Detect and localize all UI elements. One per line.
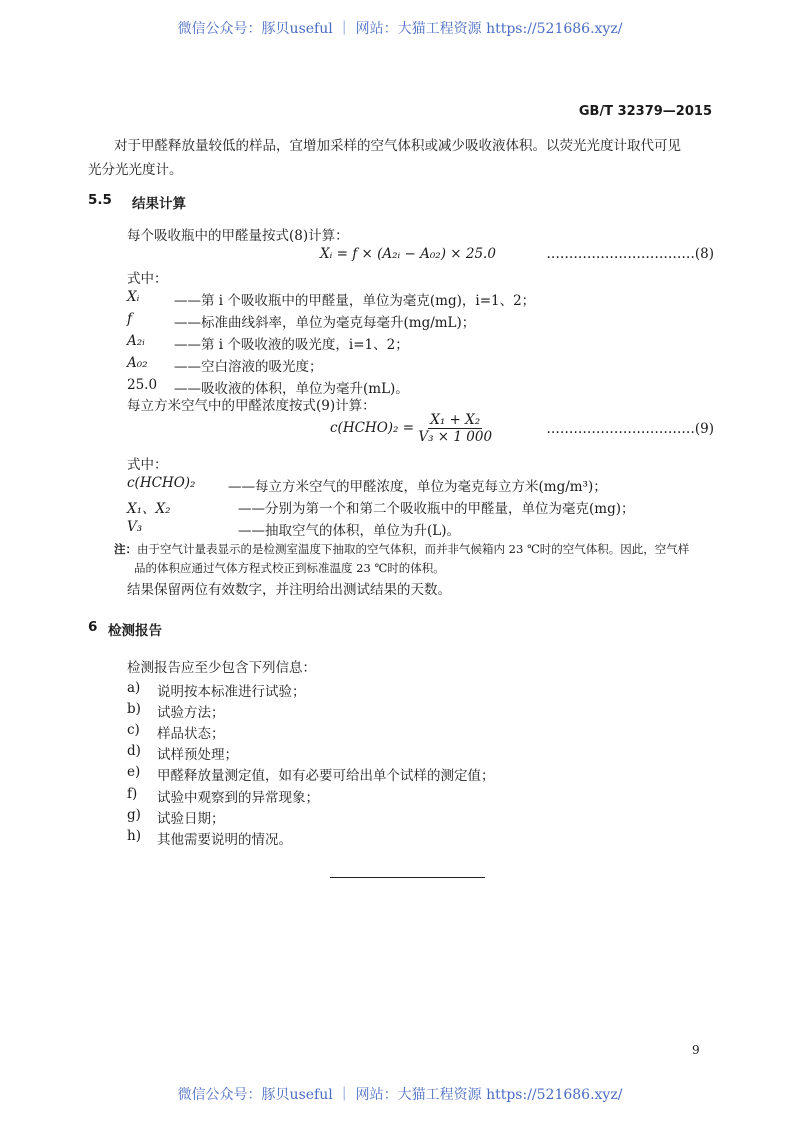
symbol-definition: ——标准曲线斜率，单位为毫克每毫升(mg/mL)； bbox=[174, 315, 476, 331]
list-marker: g) bbox=[127, 806, 141, 823]
symbol-definition: ——吸收液的体积，单位为毫升(mL)。 bbox=[174, 381, 409, 397]
section-title: 结果计算 bbox=[132, 196, 186, 212]
list-item: 说明按本标准进行试验； bbox=[157, 684, 306, 700]
numerator: X₁ + X₂ bbox=[430, 412, 481, 428]
equation-number: ……………………………(8) bbox=[546, 246, 714, 262]
symbol: A₀₂ bbox=[127, 355, 148, 371]
section-title: 检测报告 bbox=[108, 623, 162, 639]
paragraph: 光分光光度计。 bbox=[88, 162, 183, 178]
paragraph: 结果保留两位有效数字，并注明给出测试结果的天数。 bbox=[127, 582, 451, 598]
list-marker: f) bbox=[127, 785, 138, 802]
symbol-definition: ——每立方米空气的甲醛浓度，单位为毫克每立方米(mg/m³)； bbox=[228, 479, 607, 495]
denominator: V₃ × 1 000 bbox=[418, 429, 493, 445]
watermark-bottom: 微信公众号：豚贝useful ｜ 网站：大猫工程资源 https://521686.xyz/ bbox=[177, 1087, 623, 1103]
list-marker: h) bbox=[127, 827, 141, 844]
note-text: 由于空气计量表显示的是检测室温度下抽取的空气体积，而并非气候箱内 23 ℃时的空气体积。因此，空气样 bbox=[137, 542, 690, 556]
list-marker: a) bbox=[127, 680, 141, 696]
list-item: 试验日期； bbox=[157, 810, 225, 827]
list-marker: e) bbox=[127, 764, 141, 781]
equation-lhs: c(HCHO)₂ = bbox=[330, 420, 415, 436]
symbol-definition: ——第 i 个吸收瓶中的甲醛量，单位为毫克(mg)，i=1、2； bbox=[174, 293, 536, 309]
paragraph: 每立方米空气中的甲醛浓度按式(9)计算： bbox=[127, 398, 376, 414]
fraction bbox=[418, 412, 492, 445]
list-item: 其他需要说明的情况。 bbox=[157, 831, 292, 848]
end-rule bbox=[330, 877, 485, 878]
list-item: 试样预处理； bbox=[157, 747, 238, 764]
symbol-definition: ——第 i 个吸收液的吸光度，i=1、2； bbox=[174, 337, 409, 353]
list-marker: c) bbox=[127, 722, 140, 739]
where-label: 式中： bbox=[127, 457, 168, 473]
paragraph: 每个吸收瓶中的甲醛量按式(8)计算： bbox=[127, 228, 349, 244]
equation-9 bbox=[330, 412, 492, 445]
equation-8: Xᵢ = f × (A₂ᵢ − A₀₂) × 25.0 bbox=[320, 246, 496, 262]
symbol-definition: ——抽取空气的体积，单位为升(L)。 bbox=[238, 523, 460, 539]
watermark-top: 微信公众号：豚贝useful ｜ 网站：大猫工程资源 https://521686.xyz/ bbox=[177, 21, 623, 37]
section-number: 5.5 bbox=[88, 192, 112, 208]
list-marker: d) bbox=[127, 743, 141, 760]
where-label: 式中： bbox=[127, 271, 168, 287]
list-item: 试验方法； bbox=[157, 705, 225, 722]
symbol-definition: ——分别为第一个和第二个吸收瓶中的甲醛量，单位为毫克(mg)； bbox=[238, 501, 635, 517]
note-label: 注： bbox=[114, 542, 137, 556]
symbol: c(HCHO)₂ bbox=[127, 475, 196, 491]
symbol: X₁、X₂ bbox=[127, 501, 171, 517]
list-item: 试验中观察到的异常现象； bbox=[157, 789, 319, 806]
note bbox=[114, 541, 689, 557]
paragraph: 检测报告应至少包含下列信息： bbox=[127, 660, 316, 676]
symbol-definition: ——空白溶液的吸光度； bbox=[174, 359, 323, 375]
note-text: 品的体积应通过气体方程式校正到标准温度 23 ℃时的体积。 bbox=[134, 561, 445, 575]
list-item: 样品状态； bbox=[157, 726, 225, 743]
paragraph: 对于甲醛释放量较低的样品，宜增加采样的空气体积或减少吸收液体积。以荧光光度计取代可见 bbox=[114, 138, 681, 154]
symbol: A₂ᵢ bbox=[127, 333, 145, 349]
symbol: 25.0 bbox=[127, 377, 158, 393]
section-number: 6 bbox=[88, 619, 98, 635]
page-number: 9 bbox=[692, 1043, 700, 1057]
list-item: 甲醛释放量测定值，如有必要可给出单个试样的测定值； bbox=[157, 768, 495, 785]
standard-number: GB/T 32379—2015 bbox=[578, 104, 712, 119]
symbol: V₃ bbox=[127, 519, 143, 535]
symbol: Xᵢ bbox=[127, 289, 140, 305]
equation-number: ……………………………(9) bbox=[546, 421, 714, 437]
list-marker: b) bbox=[127, 701, 141, 718]
symbol: f bbox=[127, 311, 132, 327]
